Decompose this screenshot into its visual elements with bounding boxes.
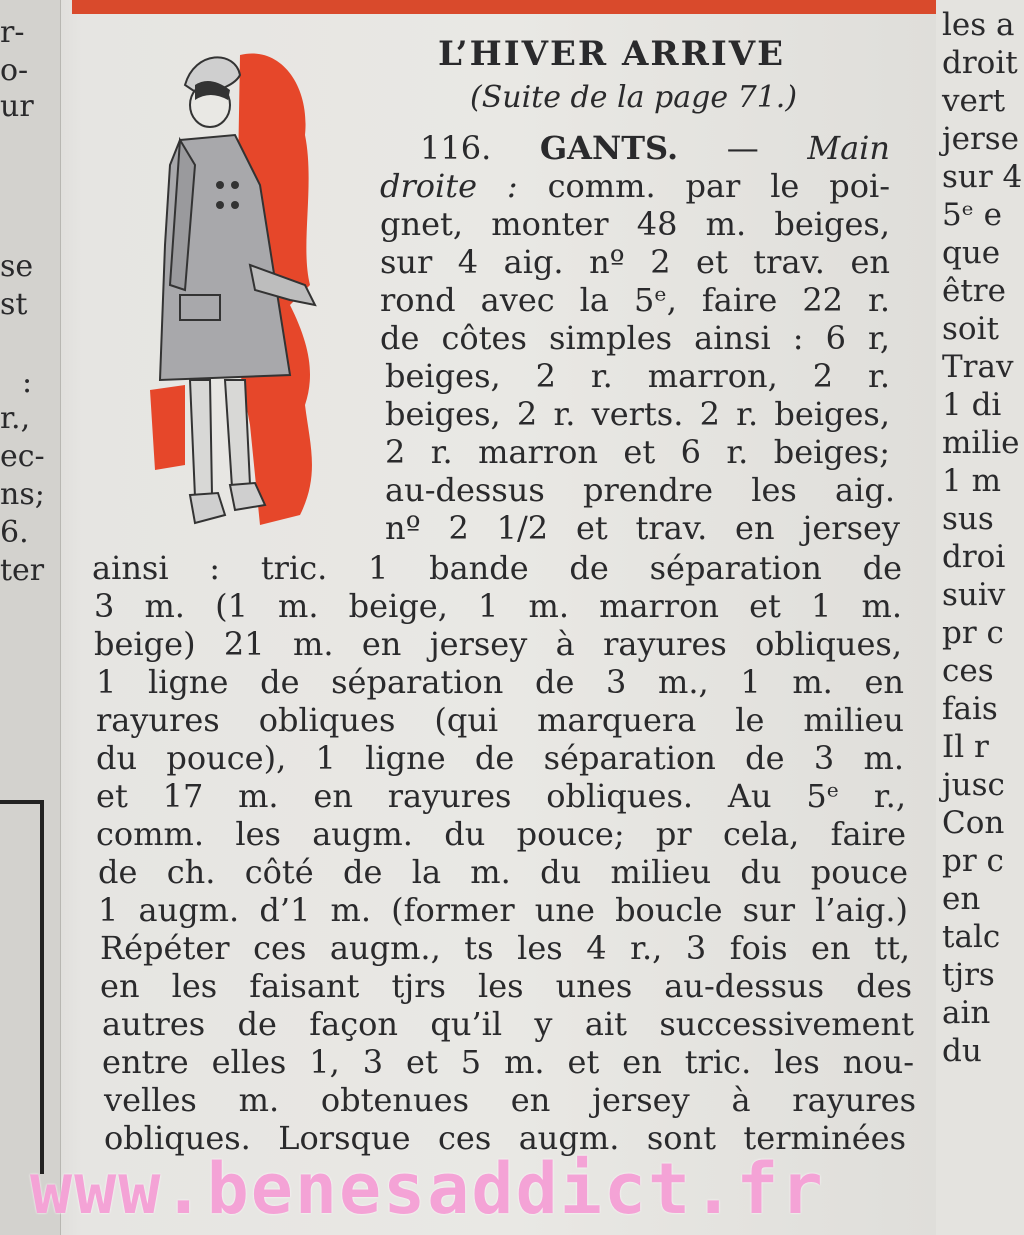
left-fragment: :: [22, 365, 33, 400]
body-line: comm. les augm. du pouce; pr cela, faire: [96, 815, 906, 853]
body-line: beiges, 2 r. marron, 2 r.: [385, 357, 890, 395]
right-fragment: vert: [942, 83, 1006, 119]
right-fragment: du: [942, 1033, 982, 1069]
body-line: gnet, monter 48 m. beiges,: [380, 205, 890, 243]
body-line: Répéter ces augm., ts les 4 r., 3 fois en tt,: [100, 929, 910, 967]
left-fragment: r.,: [0, 401, 31, 436]
right-fragment: les a: [942, 7, 1015, 43]
right-fragment: droi: [942, 539, 1006, 575]
left-framed-box: [0, 800, 44, 1174]
left-fragment: se: [0, 249, 34, 284]
right-fragment: 5ᵉ e: [942, 197, 1002, 233]
body-line: et 17 m. en rayures obliques. Au 5ᵉ r.,: [96, 777, 906, 815]
article-subtitle: (Suite de la page 71.): [470, 80, 798, 115]
right-fragment: talc: [942, 919, 1001, 955]
body-line: 2 r. marron et 6 r. beiges;: [385, 433, 890, 471]
right-fragment: sur 4: [942, 159, 1023, 195]
right-fragment: 1 di: [942, 387, 1002, 423]
body-line: de ch. côté de la m. du milieu du pouce: [98, 853, 908, 891]
body-line: beige) 21 m. en jersey à rayures obliques,: [94, 625, 902, 663]
body-line: beiges, 2 r. verts. 2 r. beiges,: [385, 395, 890, 433]
left-fragment: ter: [0, 553, 45, 588]
right-fragment: Il r: [942, 729, 989, 765]
body-line: de côtes simples ainsi : 6 r,: [380, 319, 890, 357]
heading-line: [420, 129, 890, 167]
body-line: 3 m. (1 m. beige, 1 m. marron et 1 m.: [94, 587, 902, 625]
left-fragment: o-: [0, 53, 29, 88]
right-fragment: que: [942, 235, 1001, 271]
right-fragment: 1 m: [942, 463, 1001, 499]
body-line: entre elles 1, 3 et 5 m. et en tric. les nou-: [102, 1043, 914, 1081]
right-fragment: tjrs: [942, 957, 995, 993]
left-fragment: ur: [0, 89, 34, 124]
body-line: ainsi : tric. 1 bande de séparation de: [92, 549, 902, 587]
right-fragment: fais: [942, 691, 998, 727]
body-text: comm. par le poi-: [547, 167, 891, 205]
right-fragment: milie: [942, 425, 1020, 461]
girl-in-coat-illustration: [140, 45, 330, 545]
article-number: 116.: [420, 129, 492, 167]
heading-dash: —: [726, 129, 759, 167]
body-line: 1 augm. d’1 m. (former une boucle sur l’aig.): [98, 891, 908, 929]
body-line: rond avec la 5ᵉ, faire 22 r.: [380, 281, 890, 319]
body-line: du pouce), 1 ligne de séparation de 3 m.: [96, 739, 904, 777]
right-fragment: en: [942, 881, 981, 917]
right-fragment: suiv: [942, 577, 1006, 613]
right-fragment: ces: [942, 653, 994, 689]
body-line: obliques. Lorsque ces augm. sont terminées: [104, 1119, 906, 1157]
body-line: velles m. obtenues en jersey à rayures: [104, 1081, 916, 1119]
body-line: nº 2 1/2 et trav. en jersey: [385, 509, 900, 547]
body-line: autres de façon qu’il y ait successivement: [102, 1005, 914, 1043]
right-fragment: ain: [942, 995, 991, 1031]
watermark-text: www.benesaddict.fr: [30, 1148, 825, 1230]
right-fragment: soit: [942, 311, 999, 347]
article-heading: GANTS.: [539, 129, 679, 167]
left-fragment: ns;: [0, 477, 45, 512]
left-fragment: st: [0, 287, 28, 322]
right-fragment: pr c: [942, 843, 1004, 879]
right-fragment: Con: [942, 805, 1005, 841]
left-fragment: 6.: [0, 515, 29, 550]
article-title: L’HIVER ARRIVE: [438, 34, 786, 74]
left-fragment: ec-: [0, 439, 45, 474]
body-line: sur 4 aig. nº 2 et trav. en: [380, 243, 890, 281]
body-line: 1 ligne de séparation de 3 m., 1 m. en: [96, 663, 904, 701]
body-line: [380, 167, 891, 205]
right-fragment: jerse: [942, 121, 1020, 157]
right-fragment: jusc: [942, 767, 1005, 803]
body-line: en les faisant tjrs les unes au-dessus des: [100, 967, 912, 1005]
heading-italic-cont: droite :: [380, 167, 518, 205]
right-fragment: droit: [942, 45, 1018, 81]
top-red-rule: [72, 0, 942, 14]
right-fragment: sus: [942, 501, 994, 537]
right-fragment: Trav: [942, 349, 1014, 385]
right-column-fragment: [936, 0, 1024, 1235]
body-line: rayures obliques (qui marquera le milieu: [96, 701, 904, 739]
left-fragment: r-: [0, 15, 25, 50]
right-fragment: être: [942, 273, 1006, 309]
heading-italic: Main: [807, 129, 890, 167]
right-fragment: pr c: [942, 615, 1004, 651]
body-line: au-dessus prendre les aig.: [385, 471, 895, 509]
